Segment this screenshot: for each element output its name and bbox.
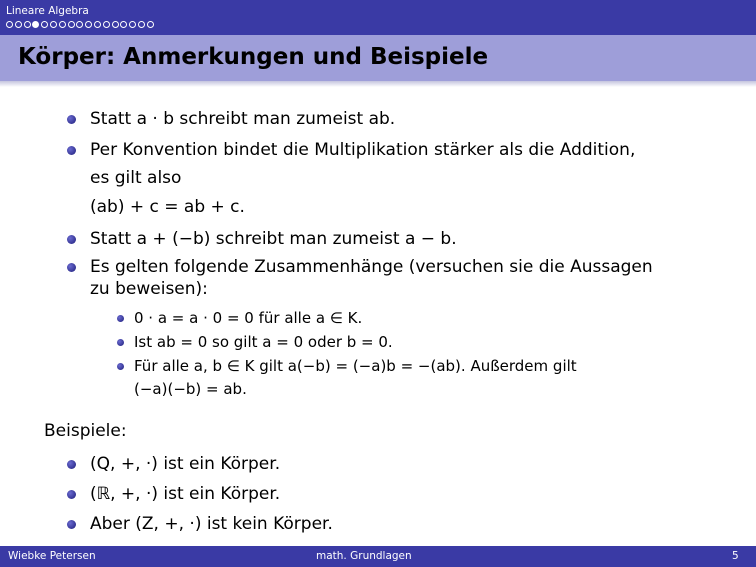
footer-page-number: 5 [732,550,739,562]
navigation-dots[interactable] [6,21,154,28]
example-text: Aber (Z, +, ·) ist kein Körper. [90,514,333,534]
item-text: Es gelten folgende Zusammenhänge (versuchen sie die Aussagen [90,257,653,277]
nav-dot[interactable] [15,21,22,28]
example-text: (ℝ, +, ·) ist ein Körper. [90,484,281,504]
footer-course: math. Grundlagen [316,550,412,562]
nav-dot[interactable] [6,21,13,28]
nav-dot[interactable] [103,21,110,28]
nav-dot[interactable] [147,21,154,28]
nav-dot[interactable] [76,21,83,28]
footer-bar [0,546,756,567]
nav-dot[interactable] [32,21,39,28]
nav-dot[interactable] [138,21,145,28]
sub-bullet-icon [117,315,124,322]
item-text: es gilt also [90,168,182,188]
nav-dot[interactable] [50,21,57,28]
nav-dot[interactable] [24,21,31,28]
bullet-icon [67,146,76,155]
item-text: Statt a · b schreibt man zumeist ab. [90,109,396,129]
examples-heading: Beispiele: [44,421,127,441]
item-text: Per Konvention bindet die Multiplikation stärker als die Addition, [90,140,636,160]
bullet-icon [67,235,76,244]
subitem-text: 0 · a = a · 0 = 0 für alle a ∈ K. [134,309,363,327]
nav-dot[interactable] [68,21,75,28]
bullet-icon [67,115,76,124]
sub-bullet-icon [117,363,124,370]
bullet-icon [67,460,76,469]
item-text: zu beweisen): [90,279,208,299]
subitem-text: (−a)(−b) = ab. [134,380,247,398]
nav-dot[interactable] [94,21,101,28]
subitem-text: Für alle a, b ∈ K gilt a(−b) = (−a)b = −(ab). Außerdem gilt [134,357,577,375]
frame-title-bar [0,35,756,81]
header-bar [0,0,756,35]
nav-dot[interactable] [129,21,136,28]
footer-author: Wiebke Petersen [8,550,96,562]
nav-dot[interactable] [112,21,119,28]
nav-dot[interactable] [120,21,127,28]
bullet-icon [67,520,76,529]
item-text: Statt a + (−b) schreibt man zumeist a − b. [90,229,457,249]
item-formula: (ab) + c = ab + c. [90,197,245,217]
subitem-text: Ist ab = 0 so gilt a = 0 oder b = 0. [134,333,393,351]
nav-dot[interactable] [85,21,92,28]
sub-bullet-icon [117,339,124,346]
slide-title: Körper: Anmerkungen und Beispiele [18,44,489,70]
nav-dot[interactable] [41,21,48,28]
section-title[interactable]: Lineare Algebra [6,5,89,17]
nav-dot[interactable] [59,21,66,28]
example-text: (Q, +, ·) ist ein Körper. [90,454,281,474]
title-shadow [0,81,756,87]
bullet-icon [67,490,76,499]
bullet-icon [67,263,76,272]
